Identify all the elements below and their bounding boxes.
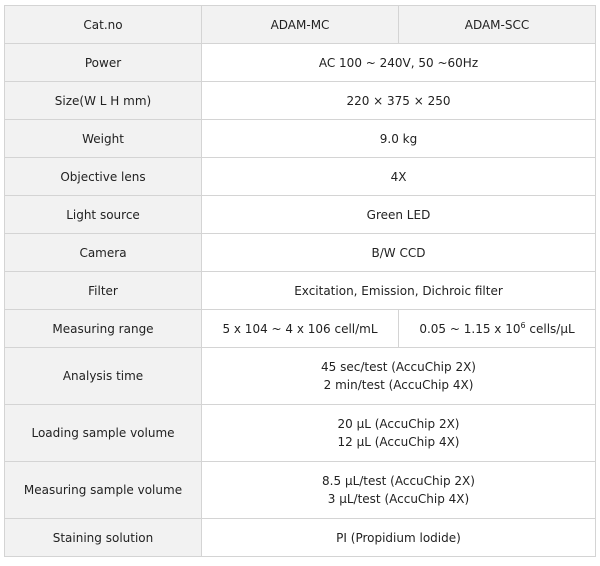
power-label: Power (5, 44, 202, 82)
header-label: Cat.no (5, 6, 202, 44)
measuring-sample-volume-line-1: 8.5 μL/test (AccuChip 2X) (322, 474, 475, 488)
filter-value: Excitation, Emission, Dichroic filter (202, 272, 596, 310)
measuring-range-scc-exponent: 6 (520, 320, 526, 330)
loading-sample-volume-line-1: 20 μL (AccuChip 2X) (337, 417, 460, 431)
table-row-staining-solution (5, 519, 596, 557)
staining-solution-label: Staining solution (5, 519, 202, 557)
loading-sample-volume-value (202, 405, 596, 462)
measuring-range-label: Measuring range (5, 310, 202, 348)
analysis-time-value (202, 348, 596, 405)
spec-table (4, 5, 596, 557)
size-label: Size(W L H mm) (5, 82, 202, 120)
table-row-power (5, 44, 596, 82)
measuring-sample-volume-line-2: 3 μL/test (AccuChip 4X) (327, 492, 470, 506)
filter-label: Filter (5, 272, 202, 310)
table-row-camera (5, 234, 596, 272)
measuring-range-mc: 5 x 104 ~ 4 x 106 cell/mL (202, 310, 399, 348)
measuring-range-scc (399, 310, 596, 348)
light-source-value: Green LED (202, 196, 596, 234)
analysis-time-line-2: 2 min/test (AccuChip 4X) (323, 378, 474, 392)
loading-sample-volume-label: Loading sample volume (5, 405, 202, 462)
power-value: AC 100 ~ 240V, 50 ~60Hz (202, 44, 596, 82)
table-row-objective-lens (5, 158, 596, 196)
table-row-light-source (5, 196, 596, 234)
table-row-weight (5, 120, 596, 158)
table-row-filter (5, 272, 596, 310)
staining-solution-value: PI (Propidium lodide) (202, 519, 596, 557)
header-col-adam-mc: ADAM-MC (202, 6, 399, 44)
size-value: 220 × 375 × 250 (202, 82, 596, 120)
header-col-adam-scc: ADAM-SCC (399, 6, 596, 44)
table-row-header (5, 6, 596, 44)
objective-lens-value: 4X (202, 158, 596, 196)
table-row-analysis-time (5, 348, 596, 405)
loading-sample-volume-line-2: 12 μL (AccuChip 4X) (337, 435, 460, 449)
table-row-measuring-sample-volume (5, 462, 596, 519)
objective-lens-label: Objective lens (5, 158, 202, 196)
measuring-range-scc-prefix: 0.05 ~ 1.15 x 10 (419, 321, 521, 336)
table-row-loading-sample-volume (5, 405, 596, 462)
camera-label: Camera (5, 234, 202, 272)
table-row-size (5, 82, 596, 120)
weight-label: Weight (5, 120, 202, 158)
analysis-time-line-1: 45 sec/test (AccuChip 2X) (321, 360, 476, 374)
measuring-sample-volume-value (202, 462, 596, 519)
measuring-sample-volume-label: Measuring sample volume (5, 462, 202, 519)
measuring-range-scc-suffix: cells/μL (525, 321, 575, 336)
analysis-time-label: Analysis time (5, 348, 202, 405)
light-source-label: Light source (5, 196, 202, 234)
table-row-measuring-range (5, 310, 596, 348)
camera-value: B/W CCD (202, 234, 596, 272)
weight-value: 9.0 kg (202, 120, 596, 158)
